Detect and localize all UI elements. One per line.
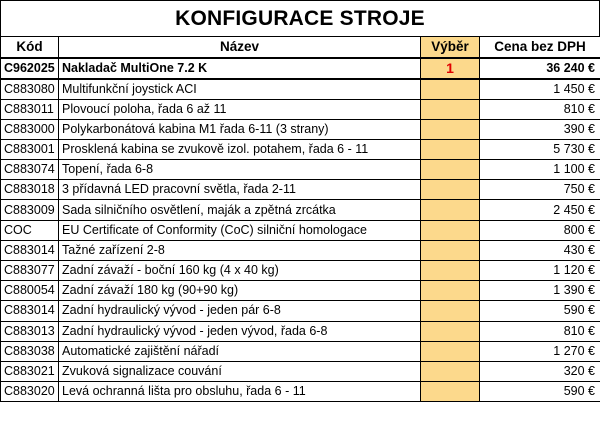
item-price: 1 120 € xyxy=(480,261,600,281)
item-price: 5 730 € xyxy=(480,139,600,159)
table-row xyxy=(1,301,600,321)
table-row xyxy=(1,79,600,100)
item-name: Zvuková signalizace couvání xyxy=(59,361,421,381)
item-price: 1 390 € xyxy=(480,281,600,301)
table-row xyxy=(1,341,600,361)
machine-name: Nakladač MultiOne 7.2 K xyxy=(59,58,421,79)
configuration-table xyxy=(0,36,600,402)
item-code: C883009 xyxy=(1,200,59,220)
item-code: C883020 xyxy=(1,382,59,402)
item-price: 320 € xyxy=(480,361,600,381)
item-selection-cell[interactable] xyxy=(421,240,480,260)
table-row xyxy=(1,240,600,260)
item-selection-cell[interactable] xyxy=(421,220,480,240)
table-row xyxy=(1,261,600,281)
machine-code: C962025 xyxy=(1,58,59,79)
item-price: 430 € xyxy=(480,240,600,260)
item-selection-cell[interactable] xyxy=(421,281,480,301)
item-selection-cell[interactable] xyxy=(421,139,480,159)
table-row xyxy=(1,200,600,220)
item-price: 390 € xyxy=(480,119,600,139)
item-name: Zadní závaží - boční 160 kg (4 x 40 kg) xyxy=(59,261,421,281)
table-row xyxy=(1,99,600,119)
item-code: C883001 xyxy=(1,139,59,159)
item-name: Multifunkční joystick ACI xyxy=(59,79,421,100)
table-row xyxy=(1,139,600,159)
machine-row xyxy=(1,58,600,79)
table-row xyxy=(1,180,600,200)
item-selection-cell[interactable] xyxy=(421,301,480,321)
item-name: Tažné zařízení 2-8 xyxy=(59,240,421,260)
item-code: C883018 xyxy=(1,180,59,200)
header-row xyxy=(1,37,600,58)
item-name: Zadní hydraulický vývod - jeden vývod, řada 6-8 xyxy=(59,321,421,341)
item-price: 1 100 € xyxy=(480,160,600,180)
item-name: Polykarbonátová kabina M1 řada 6-11 (3 strany) xyxy=(59,119,421,139)
item-name: Levá ochranná lišta pro obsluhu, řada 6 - 11 xyxy=(59,382,421,402)
item-code: C883000 xyxy=(1,119,59,139)
item-name: EU Certificate of Conformity (CoC) silniční homologace xyxy=(59,220,421,240)
item-code: C883021 xyxy=(1,361,59,381)
item-price: 750 € xyxy=(480,180,600,200)
item-selection-cell[interactable] xyxy=(421,361,480,381)
table-row xyxy=(1,321,600,341)
header-name: Název xyxy=(59,37,421,58)
item-selection-cell[interactable] xyxy=(421,79,480,100)
item-name: Prosklená kabina se zvukově izol. potahem, řada 6 - 11 xyxy=(59,139,421,159)
item-selection-cell[interactable] xyxy=(421,99,480,119)
item-code: C880054 xyxy=(1,281,59,301)
item-selection-cell[interactable] xyxy=(421,200,480,220)
table-row xyxy=(1,281,600,301)
item-code: C883011 xyxy=(1,99,59,119)
item-selection-cell[interactable] xyxy=(421,180,480,200)
header-price: Cena bez DPH xyxy=(480,37,600,58)
item-price: 1 270 € xyxy=(480,341,600,361)
item-price: 810 € xyxy=(480,99,600,119)
header-code: Kód xyxy=(1,37,59,58)
item-name: Sada silničního osvětlení, maják a zpětná zrcátka xyxy=(59,200,421,220)
machine-price: 36 240 € xyxy=(480,58,600,79)
item-code: C883074 xyxy=(1,160,59,180)
item-price: 800 € xyxy=(480,220,600,240)
item-price: 590 € xyxy=(480,382,600,402)
item-price: 1 450 € xyxy=(480,79,600,100)
item-selection-cell[interactable] xyxy=(421,341,480,361)
item-code: C883038 xyxy=(1,341,59,361)
table-row xyxy=(1,220,600,240)
table-row xyxy=(1,160,600,180)
item-code: C883077 xyxy=(1,261,59,281)
header-selection: Výběr xyxy=(421,37,480,58)
item-code: C883080 xyxy=(1,79,59,100)
table-row xyxy=(1,382,600,402)
item-price: 810 € xyxy=(480,321,600,341)
table-row xyxy=(1,361,600,381)
item-name: Topení, řada 6-8 xyxy=(59,160,421,180)
item-selection-cell[interactable] xyxy=(421,382,480,402)
item-name: Plovoucí poloha, řada 6 až 11 xyxy=(59,99,421,119)
item-name: Automatické zajištění nářadí xyxy=(59,341,421,361)
item-selection-cell[interactable] xyxy=(421,321,480,341)
item-code: COC xyxy=(1,220,59,240)
item-name: 3 přídavná LED pracovní světla, řada 2-11 xyxy=(59,180,421,200)
item-selection-cell[interactable] xyxy=(421,119,480,139)
item-code: C883013 xyxy=(1,321,59,341)
item-selection-cell[interactable] xyxy=(421,261,480,281)
item-code: C883014 xyxy=(1,301,59,321)
item-price: 590 € xyxy=(480,301,600,321)
item-name: Zadní závaží 180 kg (90+90 kg) xyxy=(59,281,421,301)
item-selection-cell[interactable] xyxy=(421,160,480,180)
item-name: Zadní hydraulický vývod - jeden pár 6-8 xyxy=(59,301,421,321)
sheet-title: KONFIGURACE STROJE xyxy=(0,0,600,36)
item-code: C883014 xyxy=(1,240,59,260)
item-price: 2 450 € xyxy=(480,200,600,220)
machine-selection-cell[interactable]: 1 xyxy=(421,58,480,79)
table-row xyxy=(1,119,600,139)
